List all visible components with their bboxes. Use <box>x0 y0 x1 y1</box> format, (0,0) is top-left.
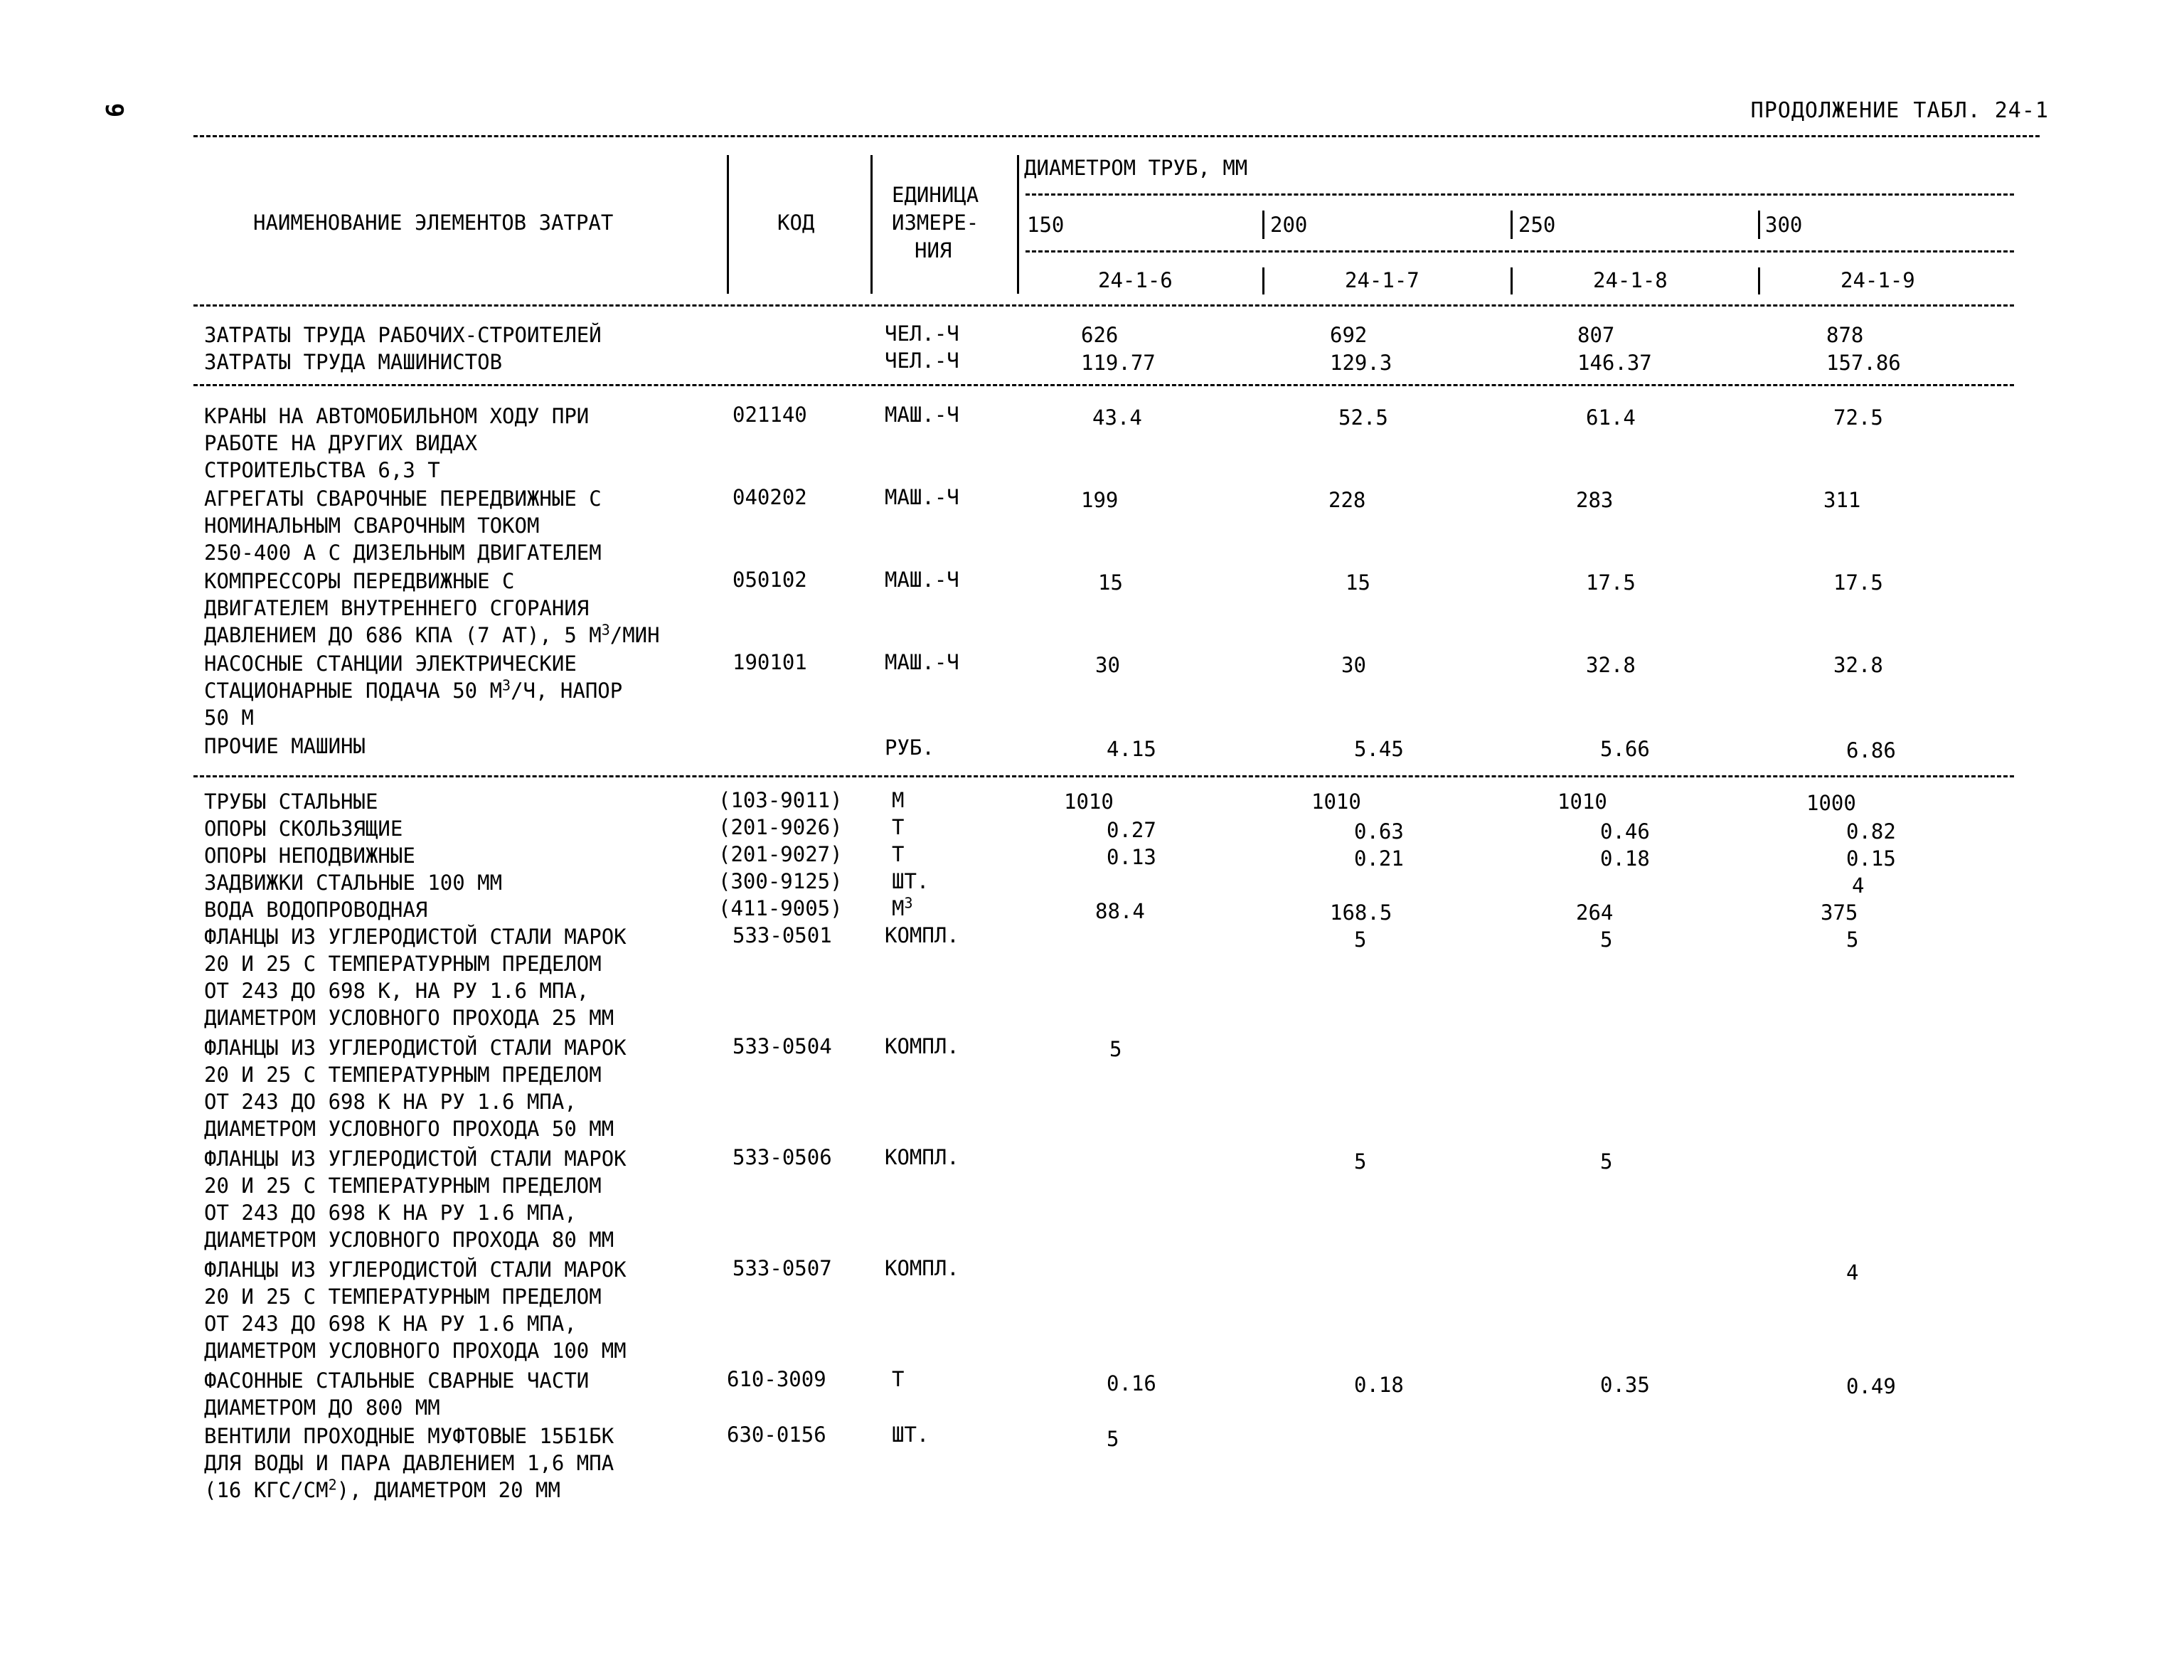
material-name-line: ДЛЯ ВОДЫ И ПАРА ДАВЛЕНИЕМ 1,6 МПА <box>204 1451 614 1475</box>
machine-name: ПРОЧИЕ МАШИНЫ <box>204 734 366 758</box>
machine-value: 199 <box>1081 488 1119 512</box>
material-code: (411-9005) <box>718 896 843 920</box>
material-code: (103-9011) <box>718 788 843 812</box>
header-bottom-rule <box>193 304 2014 307</box>
material-unit: КОМПЛ. <box>885 1145 959 1169</box>
material-value: 0.49 <box>1846 1374 1896 1398</box>
labor-unit: ЧЕЛ.-Ч <box>885 321 959 346</box>
material-unit: КОМПЛ. <box>885 923 959 947</box>
labor-value: 807 <box>1577 323 1615 347</box>
machine-name-line: ДАВЛЕНИЕМ ДО 686 КПА (7 АТ), 5 М <box>204 623 602 647</box>
header-diameter-150: 150 <box>1027 213 1065 237</box>
material-value: 5 <box>1109 1037 1122 1061</box>
material-code: (201-9027) <box>718 842 843 866</box>
header-diameter-250: 250 <box>1518 213 1556 237</box>
material-name: ВОДА ВОДОПРОВОДНАЯ <box>204 898 428 922</box>
material-unit: ШТ. <box>892 1423 929 1447</box>
labor-name: ЗАТРАТЫ ТРУДА РАБОЧИХ-СТРОИТЕЛЕЙ <box>204 323 602 347</box>
material-name: ЗАДВИЖКИ СТАЛЬНЫЕ 100 ММ <box>204 871 503 895</box>
machine-value: 61.4 <box>1586 405 1636 430</box>
header-divider-n7 <box>1262 267 1264 294</box>
machine-name-line: /МИН <box>609 623 660 647</box>
superscript: 3 <box>904 894 913 912</box>
machine-value: 32.8 <box>1586 653 1636 677</box>
material-value: 4 <box>1846 1260 1859 1285</box>
material-value: 5 <box>1600 1149 1613 1174</box>
machine-name-line: СТАЦИОНАРНЫЕ ПОДАЧА 50 М <box>204 679 503 703</box>
material-value: 5 <box>1354 1149 1367 1174</box>
material-value: 0.16 <box>1107 1371 1156 1395</box>
header-divider-name <box>727 155 729 294</box>
material-name <box>204 1423 723 1504</box>
material-name: ТРУБЫ СТАЛЬНЫЕ <box>204 790 378 814</box>
header-divider-n9 <box>1758 267 1760 294</box>
material-code: 533-0501 <box>733 923 832 947</box>
machine-code: 040202 <box>733 485 807 509</box>
material-value: 0.18 <box>1600 846 1650 871</box>
labor-value: 626 <box>1081 323 1119 347</box>
machine-value: 52.5 <box>1338 405 1388 430</box>
material-code: 533-0507 <box>733 1256 832 1280</box>
material-value: 0.27 <box>1107 818 1156 842</box>
header-divider-d200 <box>1262 211 1264 239</box>
labor-value: 157.86 <box>1826 351 1901 375</box>
top-rule <box>193 135 2040 137</box>
material-value: 5 <box>1107 1427 1119 1451</box>
header-diameter-title: ДИАМЕТРОМ ТРУБ, ММ <box>1024 156 1248 180</box>
machine-name-line: ДВИГАТЕЛЕМ ВНУТРЕННЕГО СГОРАНИЯ <box>204 596 590 620</box>
machine-value: 5.45 <box>1354 737 1404 761</box>
machine-value: 311 <box>1823 488 1861 512</box>
machine-unit: РУБ. <box>885 735 934 760</box>
machine-code: 050102 <box>733 568 807 592</box>
material-unit: ШТ. <box>892 869 929 893</box>
labor-value: 119.77 <box>1081 351 1156 375</box>
material-name: ОПОРЫ СКОЛЬЗЯЩИЕ <box>204 817 403 841</box>
labor-value: 692 <box>1330 323 1368 347</box>
header-name-col: НАИМЕНОВАНИЕ ЭЛЕМЕНТОВ ЗАТРАТ <box>253 211 614 235</box>
labor-bottom-rule <box>193 384 2014 386</box>
machine-value: 17.5 <box>1586 570 1636 595</box>
superscript: 3 <box>502 676 511 694</box>
machine-value: 30 <box>1095 653 1120 677</box>
labor-value: 146.37 <box>1577 351 1652 375</box>
material-unit <box>892 896 913 920</box>
labor-value: 878 <box>1826 323 1864 347</box>
superscript: 3 <box>601 621 610 639</box>
machine-name-line: НАСОСНЫЕ СТАНЦИИ ЭЛЕКТРИЧЕСКИЕ <box>204 652 577 676</box>
material-value: 168.5 <box>1330 900 1392 925</box>
machine-value: 30 <box>1341 653 1366 677</box>
machine-name <box>204 650 723 731</box>
labor-name: ЗАТРАТЫ ТРУДА МАШИНИСТОВ <box>204 350 503 374</box>
header-norm-24-1-8: 24-1-8 <box>1593 268 1668 292</box>
material-code: 630-0156 <box>727 1423 826 1447</box>
material-value: 0.35 <box>1600 1373 1650 1397</box>
header-unit-line-3: НИЯ <box>915 238 952 262</box>
header-divider-code <box>870 155 873 294</box>
header-divider-unit <box>1017 155 1019 294</box>
machine-value: 4.15 <box>1107 737 1156 761</box>
material-value: 0.21 <box>1354 846 1404 871</box>
machine-code: 190101 <box>733 650 807 674</box>
header-divider-n8 <box>1511 267 1513 294</box>
header-norm-24-1-9: 24-1-9 <box>1841 268 1915 292</box>
material-value: 5 <box>1354 927 1367 952</box>
unit-base: М <box>892 896 905 920</box>
superscript: 2 <box>328 1476 337 1494</box>
material-value: 0.63 <box>1354 819 1404 844</box>
machine-name-line: 50 М <box>204 706 254 730</box>
material-unit: КОМПЛ. <box>885 1256 959 1280</box>
material-value: 88.4 <box>1095 899 1145 923</box>
material-name: ФАСОННЫЕ СТАЛЬНЫЕ СВАРНЫЕ ЧАСТИ ДИАМЕТРОМ ДО 800 ММ <box>204 1368 590 1420</box>
material-unit: М <box>892 788 905 812</box>
material-name-line: ВЕНТИЛИ ПРОХОДНЫЕ МУФТОВЫЕ 15Б1БК <box>204 1424 614 1448</box>
machine-value: 15 <box>1098 570 1123 595</box>
header-subrule-1 <box>1026 193 2014 196</box>
machine-value: 228 <box>1328 488 1366 512</box>
labor-unit: ЧЕЛ.-Ч <box>885 349 959 373</box>
material-unit: Т <box>892 1367 905 1391</box>
continuation-title: ПРОДОЛЖЕНИЕ ТАБЛ. 24-1 <box>1750 98 2049 123</box>
machine-unit: МАШ.-Ч <box>885 650 959 674</box>
material-value: 0.46 <box>1600 819 1650 844</box>
header-norm-24-1-7: 24-1-7 <box>1345 268 1419 292</box>
labor-value: 129.3 <box>1330 351 1392 375</box>
material-value: 1010 <box>1557 790 1607 814</box>
material-value: 4 <box>1852 873 1865 898</box>
machine-unit: МАШ.-Ч <box>885 485 959 509</box>
material-value: 1010 <box>1064 790 1114 814</box>
machine-value: 15 <box>1346 570 1370 595</box>
material-name-line: ), ДИАМЕТРОМ 20 ММ <box>336 1478 560 1502</box>
material-name: ФЛАНЦЫ ИЗ УГЛЕРОДИСТОЙ СТАЛИ МАРОК 20 И 25 С ТЕМПЕРАТУРНЫМ ПРЕДЕЛОМ ОТ 243 ДО 698 К НА РУ 1.6 МПА, ДИАМЕТРОМ УСЛОВНОГО ПРОХОДА 50 ММ <box>204 1036 627 1141</box>
material-value: 0.82 <box>1846 819 1896 844</box>
header-unit-line-1: ЕДИНИЦА <box>892 183 979 207</box>
machine-value: 17.5 <box>1833 570 1883 595</box>
material-name: ОПОРЫ НЕПОДВИЖНЫЕ <box>204 844 415 868</box>
material-code: (300-9125) <box>718 869 843 893</box>
header-divider-d300 <box>1758 211 1760 239</box>
machine-value: 283 <box>1576 488 1614 512</box>
material-value: 5 <box>1846 927 1859 952</box>
material-value: 264 <box>1576 900 1614 925</box>
header-code-col: КОД <box>777 211 815 235</box>
material-unit: Т <box>892 815 905 839</box>
material-name: ФЛАНЦЫ ИЗ УГЛЕРОДИСТОЙ СТАЛИ МАРОК 20 И 25 С ТЕМПЕРАТУРНЫМ ПРЕДЕЛОМ ОТ 243 ДО 698 К НА РУ 1.6 МПА, ДИАМЕТРОМ УСЛОВНОГО ПРОХОДА 80 ММ <box>204 1147 627 1252</box>
machine-name: АГРЕГАТЫ СВАРОЧНЫЕ ПЕРЕДВИЖНЫЕ С НОМИНАЛЬНЫМ СВАРОЧНЫМ ТОКОМ 250-400 А С ДИЗЕЛЬНЫМ ДВИГАТЕЛЕМ <box>204 487 602 565</box>
material-value: 5 <box>1600 927 1613 952</box>
machine-unit: МАШ.-Ч <box>885 568 959 592</box>
material-code: 533-0504 <box>733 1034 832 1058</box>
machine-value: 72.5 <box>1833 405 1883 430</box>
machine-name-line: /Ч, НАПОР <box>511 679 623 703</box>
header-norm-24-1-6: 24-1-6 <box>1098 268 1173 292</box>
header-divider-d250 <box>1511 211 1513 239</box>
material-value: 1010 <box>1311 790 1361 814</box>
machine-value: 6.86 <box>1846 738 1896 762</box>
material-name: ФЛАНЦЫ ИЗ УГЛЕРОДИСТОЙ СТАЛИ МАРОК 20 И 25 С ТЕМПЕРАТУРНЫМ ПРЕДЕЛОМ ОТ 243 ДО 698 К, НА РУ 1.6 МПА, ДИАМЕТРОМ УСЛОВНОГО ПРОХОДА 25 ММ <box>204 925 627 1030</box>
material-unit: Т <box>892 842 905 866</box>
material-unit: КОМПЛ. <box>885 1034 959 1058</box>
header-diameter-300: 300 <box>1765 213 1803 237</box>
material-code: (201-9026) <box>718 815 843 839</box>
header-diameter-200: 200 <box>1270 213 1308 237</box>
material-name: ФЛАНЦЫ ИЗ УГЛЕРОДИСТОЙ СТАЛИ МАРОК 20 И 25 С ТЕМПЕРАТУРНЫМ ПРЕДЕЛОМ ОТ 243 ДО 698 К НА РУ 1.6 МПА, ДИАМЕТРОМ УСЛОВНОГО ПРОХОДА 100 ММ <box>204 1258 627 1363</box>
machine-name-line: КОМПРЕССОРЫ ПЕРЕДВИЖНЫЕ С <box>204 569 515 593</box>
material-code: 610-3009 <box>727 1367 826 1391</box>
material-value: 0.15 <box>1846 846 1896 871</box>
material-value: 375 <box>1821 900 1858 925</box>
material-value: 0.13 <box>1107 845 1156 869</box>
material-name-line: (16 КГС/СМ <box>204 1478 329 1502</box>
machine-value: 5.66 <box>1600 737 1650 761</box>
machines-bottom-rule <box>193 775 2014 777</box>
machine-value: 32.8 <box>1833 653 1883 677</box>
page-number: 9 <box>100 102 129 118</box>
machine-code: 021140 <box>733 403 807 427</box>
machine-unit: МАШ.-Ч <box>885 403 959 427</box>
material-value: 0.18 <box>1354 1373 1404 1397</box>
material-value: 1000 <box>1806 791 1856 815</box>
header-unit-line-2: ИЗМЕРЕ- <box>892 211 979 235</box>
machine-name <box>204 568 723 649</box>
material-code: 533-0506 <box>733 1145 832 1169</box>
machine-value: 43.4 <box>1092 405 1142 430</box>
header-subrule-2 <box>1026 250 2014 252</box>
machine-name: КРАНЫ НА АВТОМОБИЛЬНОМ ХОДУ ПРИ РАБОТЕ НА ДРУГИХ ВИДАХ СТРОИТЕЛЬСТВА 6,3 Т <box>204 404 590 482</box>
